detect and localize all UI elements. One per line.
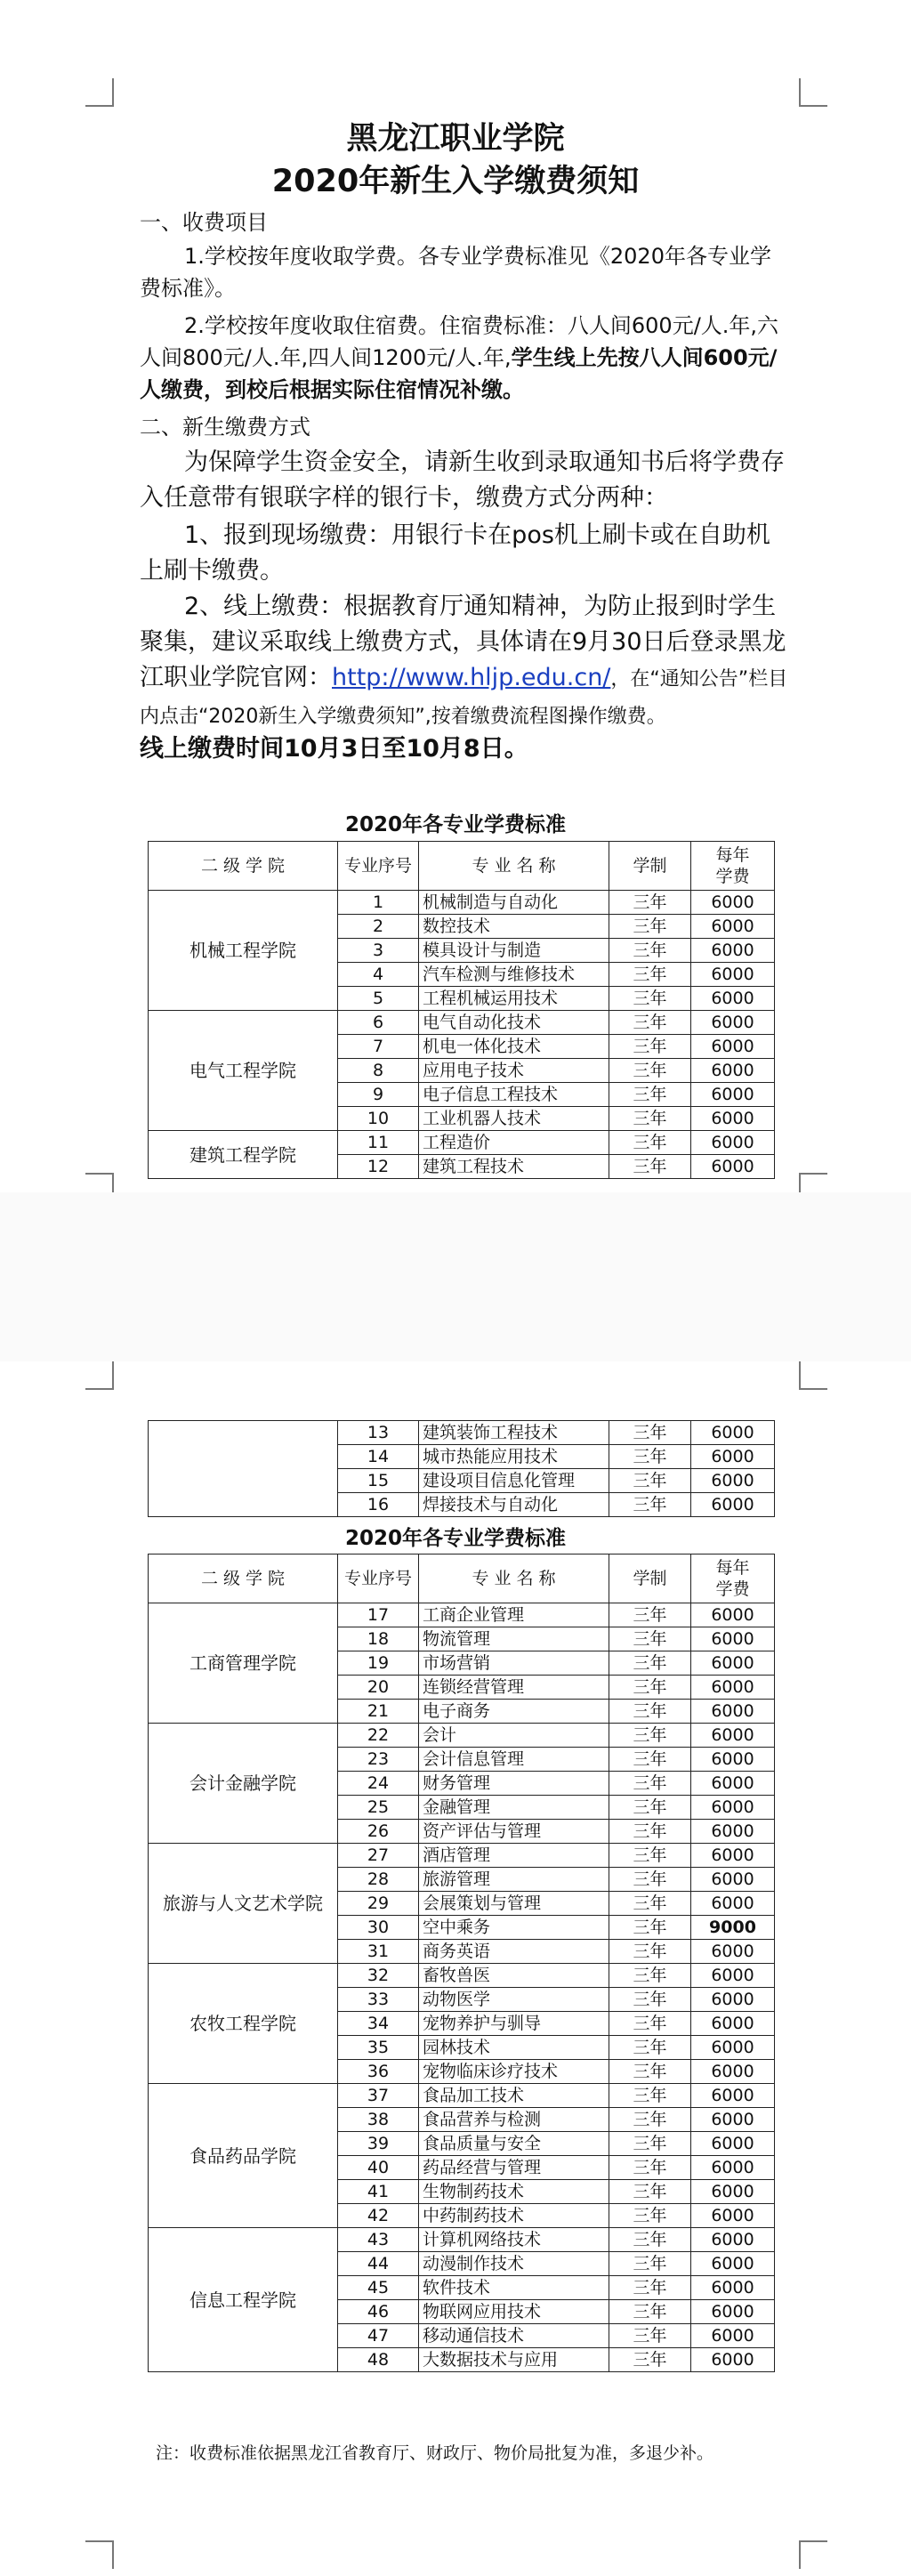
crop-mark [799,1361,827,1390]
duration-cell: 三年 [609,1916,691,1940]
major-no-cell: 17 [338,1603,419,1627]
college-cell: 机械工程学院 [149,891,338,1011]
major-name-cell: 会计信息管理 [419,1748,609,1772]
major-no-cell: 42 [338,2204,419,2228]
duration-cell: 三年 [609,1868,691,1892]
duration-cell: 三年 [609,1748,691,1772]
crop-mark [799,2540,827,2569]
major-no-cell: 22 [338,1724,419,1748]
major-no-cell: 12 [338,1155,419,1179]
duration-cell: 三年 [609,1651,691,1676]
major-name-cell: 工程造价 [419,1131,609,1155]
fee-cell: 6000 [691,2276,775,2300]
fee-cell: 6000 [691,2204,775,2228]
crop-mark [85,1361,114,1390]
major-no-cell: 19 [338,1651,419,1676]
major-name-cell: 模具设计与制造 [419,939,609,963]
duration-cell: 三年 [609,1083,691,1107]
fee-cell: 6000 [691,1155,775,1179]
major-name-cell: 会展策划与管理 [419,1892,609,1916]
major-no-cell: 11 [338,1131,419,1155]
duration-cell: 三年 [609,1131,691,1155]
fee-table-2 [148,1554,775,2372]
duration-cell: 三年 [609,1772,691,1796]
major-name-cell: 城市热能应用技术 [419,1445,609,1469]
fee-cell: 6000 [691,2036,775,2060]
fee-item-accommodation [140,310,789,406]
major-name-cell: 畜牧兽医 [419,1964,609,1988]
major-name-cell: 工程机械运用技术 [419,987,609,1011]
fee-table-continuation [148,1420,775,1517]
fee-cell: 6000 [691,2156,775,2180]
header-annual-fee [691,842,775,891]
fee-table-caption: 2020年各专业学费标准 [344,813,566,836]
major-name-cell: 电气自动化技术 [419,1011,609,1035]
header-annual-fee [691,1554,775,1603]
fee-cell: 6000 [691,2252,775,2276]
major-no-cell: 36 [338,2060,419,2084]
duration-cell: 三年 [609,2348,691,2372]
college-cell: 农牧工程学院 [149,1964,338,2084]
major-name-cell: 电子信息工程技术 [419,1083,609,1107]
major-no-cell: 24 [338,1772,419,1796]
major-no-cell: 48 [338,2348,419,2372]
duration-cell: 三年 [609,2204,691,2228]
major-no-cell: 28 [338,1868,419,1892]
major-name-cell: 旅游管理 [419,1868,609,1892]
header-duration: 学制 [609,1554,691,1603]
header-major-name: 专 业 名 称 [419,1554,609,1603]
major-name-cell: 应用电子技术 [419,1059,609,1083]
fee-cell: 6000 [691,1700,775,1724]
major-no-cell: 34 [338,2012,419,2036]
duration-cell: 三年 [609,1844,691,1868]
major-no-cell: 14 [338,1445,419,1469]
header-fee-line2: 学费 [715,867,750,886]
duration-cell: 三年 [609,1700,691,1724]
duration-cell: 三年 [609,2228,691,2252]
major-name-cell: 建设项目信息化管理 [419,1469,609,1493]
major-name-cell: 园林技术 [419,2036,609,2060]
duration-cell: 三年 [609,1493,691,1517]
fee-cell: 6000 [691,1011,775,1035]
duration-cell: 三年 [609,1469,691,1493]
duration-cell: 三年 [609,1445,691,1469]
table-header-row [149,1554,775,1603]
header-fee-line1: 每年 [715,845,750,865]
fee-cell: 6000 [691,1868,775,1892]
duration-cell: 三年 [609,2060,691,2084]
college-cell: 电气工程学院 [149,1011,338,1131]
fee-cell: 6000 [691,1940,775,1964]
major-no-cell: 44 [338,2252,419,2276]
fee-cell: 6000 [691,1651,775,1676]
major-no-cell: 39 [338,2132,419,2156]
table-row [149,1964,775,1988]
major-no-cell: 27 [338,1844,419,1868]
fee-cell: 6000 [691,2228,775,2252]
header-major-no: 专业序号 [338,1554,419,1603]
header-fee-line1: 每年 [715,1558,750,1578]
duration-cell: 三年 [609,1940,691,1964]
duration-cell: 三年 [609,963,691,987]
table-row [149,1844,775,1868]
fee-item-tuition: 1.学校按年度收取学费。各专业学费标准见《2020年各专业学费标准》。 [140,244,771,301]
page-1 [0,0,911,1192]
major-name-cell: 资产评估与管理 [419,1820,609,1844]
major-no-cell: 30 [338,1916,419,1940]
table-row [149,891,775,915]
major-name-cell: 生物制药技术 [419,2180,609,2204]
duration-cell: 三年 [609,1820,691,1844]
duration-cell: 三年 [609,915,691,939]
fee-table-caption-2: 2020年各专业学费标准 [344,1527,566,1550]
fee-cell: 6000 [691,2132,775,2156]
major-no-cell: 38 [338,2108,419,2132]
major-name-cell: 建筑工程技术 [419,1155,609,1179]
header-college: 二 级 学 院 [149,842,338,891]
college-cell: 食品药品学院 [149,2084,338,2228]
duration-cell: 三年 [609,1603,691,1627]
major-name-cell: 金融管理 [419,1796,609,1820]
fee-cell: 6000 [691,1421,775,1445]
duration-cell: 三年 [609,2252,691,2276]
duration-cell: 三年 [609,2084,691,2108]
major-name-cell: 空中乘务 [419,1916,609,1940]
fee-cell: 6000 [691,1627,775,1651]
major-no-cell: 33 [338,1988,419,2012]
major-name-cell: 食品加工技术 [419,2084,609,2108]
major-name-cell: 财务管理 [419,1772,609,1796]
major-name-cell: 工商企业管理 [419,1603,609,1627]
duration-cell: 三年 [609,1155,691,1179]
duration-cell: 三年 [609,2276,691,2300]
accommodation-online-notice: 学生线上先按八人间600元/人缴费，到校后根据实际住宿情况补缴。 [140,345,778,402]
major-no-cell: 4 [338,963,419,987]
fee-cell: 6000 [691,1493,775,1517]
duration-cell: 三年 [609,2012,691,2036]
table-row [149,1724,775,1748]
major-name-cell: 食品质量与安全 [419,2132,609,2156]
table-row [149,2228,775,2252]
major-no-cell: 20 [338,1676,419,1700]
fee-cell: 6000 [691,1796,775,1820]
fee-cell: 9000 [691,1916,775,1940]
duration-cell: 三年 [609,1988,691,2012]
crop-mark [85,78,114,107]
duration-cell: 三年 [609,987,691,1011]
fee-cell: 6000 [691,1107,775,1131]
table-row [149,2084,775,2108]
major-name-cell: 计算机网络技术 [419,2228,609,2252]
major-no-cell: 18 [338,1627,419,1651]
duration-cell: 三年 [609,1796,691,1820]
major-name-cell: 会计 [419,1724,609,1748]
duration-cell: 三年 [609,2300,691,2324]
major-no-cell: 47 [338,2324,419,2348]
duration-cell: 三年 [609,939,691,963]
fee-cell: 6000 [691,2348,775,2372]
major-no-cell: 43 [338,2228,419,2252]
page-gap [0,1192,911,1361]
fee-cell: 6000 [691,1445,775,1469]
major-name-cell: 汽车检测与维修技术 [419,963,609,987]
major-no-cell: 46 [338,2300,419,2324]
major-no-cell: 37 [338,2084,419,2108]
major-name-cell: 移动通信技术 [419,2324,609,2348]
fee-cell: 6000 [691,1892,775,1916]
duration-cell: 三年 [609,2108,691,2132]
fee-cell: 6000 [691,939,775,963]
fee-cell: 6000 [691,1988,775,2012]
fee-cell: 6000 [691,1059,775,1083]
major-name-cell: 建筑装饰工程技术 [419,1421,609,1445]
online-payment-text: 2、线上缴费：根据教育厅通知精神，为防止报到时学生聚集，建议采取线上缴费方式，具体请在9月30日后登录黑龙江职业学院官网： [140,593,786,691]
duration-cell: 三年 [609,2180,691,2204]
fee-cell: 6000 [691,1772,775,1796]
payment-intro: 为保障学生资金安全，请新生收到录取通知书后将学费存入任意带有银联字样的银行卡，缴费方式分两种： [140,448,785,512]
table-header-row [149,842,775,891]
major-name-cell: 工业机器人技术 [419,1107,609,1131]
fee-cell: 6000 [691,2108,775,2132]
duration-cell: 三年 [609,2324,691,2348]
major-no-cell: 16 [338,1493,419,1517]
fee-cell: 6000 [691,1083,775,1107]
duration-cell: 三年 [609,1107,691,1131]
major-name-cell: 宠物临床诊疗技术 [419,2060,609,2084]
major-no-cell: 6 [338,1011,419,1035]
major-no-cell: 7 [338,1035,419,1059]
major-no-cell: 45 [338,2276,419,2300]
fee-cell: 6000 [691,915,775,939]
fee-note: 注：收费标准依据黑龙江省教育厅、财政厅、物价局批复为准，多退少补。 [156,2443,714,2463]
header-duration: 学制 [609,842,691,891]
duration-cell: 三年 [609,2156,691,2180]
major-name-cell: 商务英语 [419,1940,609,1964]
college-cell: 旅游与人文艺术学院 [149,1844,338,1964]
college-cell: 建筑工程学院 [149,1131,338,1179]
duration-cell: 三年 [609,2036,691,2060]
online-payment-instructions: ，在“通知公告”栏目内点击“2020新生入学缴费须知”,按着缴费流程图操作缴费。 [140,668,788,728]
major-no-cell: 2 [338,915,419,939]
duration-cell: 三年 [609,1035,691,1059]
online-payment-period: 线上缴费时间10月3日至10月8日。 [140,735,528,763]
major-name-cell: 中药制药技术 [419,2204,609,2228]
major-name-cell: 大数据技术与应用 [419,2348,609,2372]
fee-cell: 6000 [691,1964,775,1988]
table-row [149,1011,775,1035]
college-cell-continued [149,1421,338,1517]
major-name-cell: 物联网应用技术 [419,2300,609,2324]
fee-cell: 6000 [691,2300,775,2324]
table-row [149,1131,775,1155]
crop-mark [799,78,827,107]
college-cell: 信息工程学院 [149,2228,338,2372]
major-no-cell: 40 [338,2156,419,2180]
fee-cell: 6000 [691,2084,775,2108]
major-no-cell: 10 [338,1107,419,1131]
major-name-cell: 机电一体化技术 [419,1035,609,1059]
duration-cell: 三年 [609,1421,691,1445]
major-name-cell: 市场营销 [419,1651,609,1676]
table-row [149,1603,775,1627]
major-no-cell: 32 [338,1964,419,1988]
major-no-cell: 3 [338,939,419,963]
fee-cell: 6000 [691,1844,775,1868]
major-no-cell: 9 [338,1083,419,1107]
major-no-cell: 26 [338,1820,419,1844]
payment-method-onsite: 1、报到现场缴费：用银行卡在pos机上刷卡或在自助机上刷卡缴费。 [140,521,770,585]
fee-cell: 6000 [691,1469,775,1493]
major-no-cell: 35 [338,2036,419,2060]
duration-cell: 三年 [609,1059,691,1083]
fee-cell: 6000 [691,1035,775,1059]
duration-cell: 三年 [609,1627,691,1651]
header-major-no: 专业序号 [338,842,419,891]
major-name-cell: 动漫制作技术 [419,2252,609,2276]
fee-cell: 6000 [691,1603,775,1627]
header-major-name: 专 业 名 称 [419,842,609,891]
major-no-cell: 31 [338,1940,419,1964]
major-no-cell: 25 [338,1796,419,1820]
fee-table-1 [148,841,775,1179]
fee-cell: 6000 [691,2060,775,2084]
document-title: 黑龙江职业学院 [346,121,565,157]
fee-cell: 6000 [691,1748,775,1772]
major-name-cell: 数控技术 [419,915,609,939]
crop-mark [85,2540,114,2569]
section-heading-fees: 一、收费项目 [140,210,268,235]
fee-cell: 6000 [691,2012,775,2036]
fee-cell: 6000 [691,963,775,987]
major-name-cell: 机械制造与自动化 [419,891,609,915]
major-name-cell: 宠物养护与驯导 [419,2012,609,2036]
major-name-cell: 食品营养与检测 [419,2108,609,2132]
duration-cell: 三年 [609,1892,691,1916]
fee-cell: 6000 [691,891,775,915]
major-no-cell: 41 [338,2180,419,2204]
duration-cell: 三年 [609,1964,691,1988]
fee-cell: 6000 [691,1676,775,1700]
major-name-cell: 动物医学 [419,1988,609,2012]
school-website-link[interactable]: http://www.hljp.edu.cn/ [332,664,611,691]
duration-cell: 三年 [609,891,691,915]
fee-cell: 6000 [691,1724,775,1748]
major-no-cell: 29 [338,1892,419,1916]
college-cell: 工商管理学院 [149,1603,338,1724]
duration-cell: 三年 [609,2132,691,2156]
fee-cell: 6000 [691,1820,775,1844]
fee-cell: 6000 [691,2324,775,2348]
major-no-cell: 15 [338,1469,419,1493]
major-name-cell: 物流管理 [419,1627,609,1651]
section-heading-payment: 二、新生缴费方式 [140,415,310,440]
duration-cell: 三年 [609,1011,691,1035]
college-cell: 会计金融学院 [149,1724,338,1844]
major-name-cell: 酒店管理 [419,1844,609,1868]
duration-cell: 三年 [609,1676,691,1700]
table-row [149,1421,775,1445]
major-no-cell: 13 [338,1421,419,1445]
major-no-cell: 23 [338,1748,419,1772]
major-no-cell: 21 [338,1700,419,1724]
major-name-cell: 焊接技术与自动化 [419,1493,609,1517]
payment-method-online [140,589,789,735]
header-college: 二 级 学 院 [149,1554,338,1603]
major-no-cell: 5 [338,987,419,1011]
fee-cell: 6000 [691,1131,775,1155]
major-name-cell: 连锁经营管理 [419,1676,609,1700]
header-fee-line2: 学费 [715,1579,750,1599]
duration-cell: 三年 [609,1724,691,1748]
fee-cell: 6000 [691,2180,775,2204]
document-subtitle: 2020年新生入学缴费须知 [271,164,640,199]
accommodation-standard: 2.学校按年度收取住宿费。住宿费标准：八人间600元/人.年,六人间800元/人.年,四人间1200元/人.年, [140,313,779,370]
major-name-cell: 软件技术 [419,2276,609,2300]
fee-cell: 6000 [691,987,775,1011]
major-no-cell: 8 [338,1059,419,1083]
major-no-cell: 1 [338,891,419,915]
major-name-cell: 电子商务 [419,1700,609,1724]
major-name-cell: 药品经营与管理 [419,2156,609,2180]
